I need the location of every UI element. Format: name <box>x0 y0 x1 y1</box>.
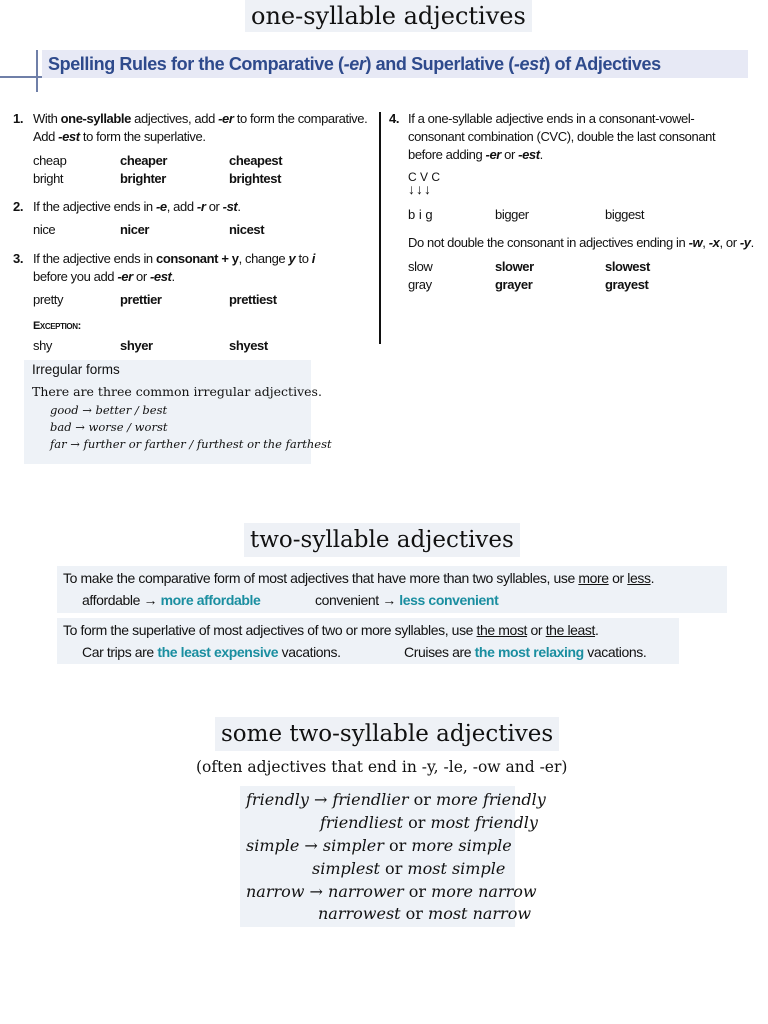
irregular-item: far → further or farther / furthest or the farthest <box>50 437 332 451</box>
rule-4-text-1: If a one-syllable adjective ends in a consonant-vowel- <box>408 111 695 126</box>
irregular-forms-intro: There are three common irregular adjectives. <box>32 384 322 399</box>
comparative-example-2: convenient → less convenient <box>315 592 499 608</box>
example-base: b i g <box>408 207 433 222</box>
example-superlative: cheapest <box>229 153 283 168</box>
section-title-some-two-syllable: some two-syllable adjectives <box>215 717 559 751</box>
example-comparative: grayer <box>495 277 533 292</box>
cvc-label: C V C <box>408 170 441 184</box>
example-base: bright <box>33 171 64 186</box>
banner-tick <box>36 50 38 92</box>
section-title-two-syllable: two-syllable adjectives <box>244 523 520 557</box>
example-superlative: prettiest <box>229 292 277 307</box>
example-comparative: cheaper <box>120 153 168 168</box>
rule-2-text: If the adjective ends in -e, add -r or -st. <box>33 199 241 214</box>
cvc-arrows: ↓↓↓ <box>408 181 432 197</box>
example-superlative: grayest <box>605 277 649 292</box>
comparative-rule: To make the comparative form of most adjectives that have more than two syllables, use more or less. <box>63 570 655 586</box>
example-line: friendly → friendlier or more friendly <box>246 790 546 809</box>
banner-heading: Spelling Rules for the Comparative (-er) and Superlative (-est) of Adjectives <box>48 54 661 74</box>
irregular-item: good → better / best <box>50 403 168 417</box>
superlative-example-2: Cruises are the most relaxing vacations. <box>404 644 647 660</box>
example-base: slow <box>408 259 433 274</box>
irregular-forms-title: Irregular forms <box>32 362 120 377</box>
example-line: simplest or most simple <box>312 859 506 878</box>
section-subtitle: (often adjectives that end in -y, -le, -ow and -er) <box>196 758 568 776</box>
example-line: narrowest or most narrow <box>318 904 532 923</box>
exception-label: Exception: <box>33 320 81 332</box>
rule-2-number: 2. <box>13 199 24 214</box>
rule-4-note: Do not double the consonant in adjectives ending in -w, -x, or -y. <box>408 235 754 250</box>
example-base: shy <box>33 338 53 353</box>
example-base: gray <box>408 277 432 292</box>
example-superlative: biggest <box>605 207 645 222</box>
example-comparative: brighter <box>120 171 166 186</box>
example-line: simple → simpler or more simple <box>246 836 512 855</box>
rule-3-text: If the adjective ends in consonant + y, change y to i <box>33 251 315 266</box>
example-line: friendliest or most friendly <box>320 813 538 832</box>
example-comparative: nicer <box>120 222 150 237</box>
example-line: narrow → narrower or more narrow <box>246 882 537 901</box>
irregular-item: bad → worse / worst <box>50 420 168 434</box>
example-comparative: slower <box>495 259 534 274</box>
rule-4-text-3: before adding -er or -est. <box>408 147 543 162</box>
example-comparative: bigger <box>495 207 529 222</box>
example-comparative: shyer <box>120 338 153 353</box>
example-superlative: brightest <box>229 171 282 186</box>
superlative-example-1: Car trips are the least expensive vacations. <box>82 644 341 660</box>
example-comparative: prettier <box>120 292 162 307</box>
rule-3-text-2: before you add -er or -est. <box>33 269 175 284</box>
rule-1-text-2: Add -est to form the superlative. <box>33 129 206 144</box>
rule-1-text: With one-syllable adjectives, add -er to form the comparative. <box>33 111 368 126</box>
example-superlative: nicest <box>229 222 265 237</box>
comparative-example-1: affordable → more affordable <box>82 592 261 608</box>
rule-4-number: 4. <box>389 111 400 126</box>
example-superlative: shyest <box>229 338 268 353</box>
rule-1-number: 1. <box>13 111 24 126</box>
example-base: nice <box>33 222 56 237</box>
column-divider <box>379 112 381 344</box>
rule-4-text-2: consonant combination (CVC), double the last consonant <box>408 129 716 144</box>
example-base: pretty <box>33 292 64 307</box>
rule-3-number: 3. <box>13 251 24 266</box>
example-superlative: slowest <box>605 259 650 274</box>
superlative-rule: To form the superlative of most adjectives of two or more syllables, use the most or the least. <box>63 622 599 638</box>
example-base: cheap <box>33 153 67 168</box>
page-title: one-syllable adjectives <box>245 0 532 32</box>
